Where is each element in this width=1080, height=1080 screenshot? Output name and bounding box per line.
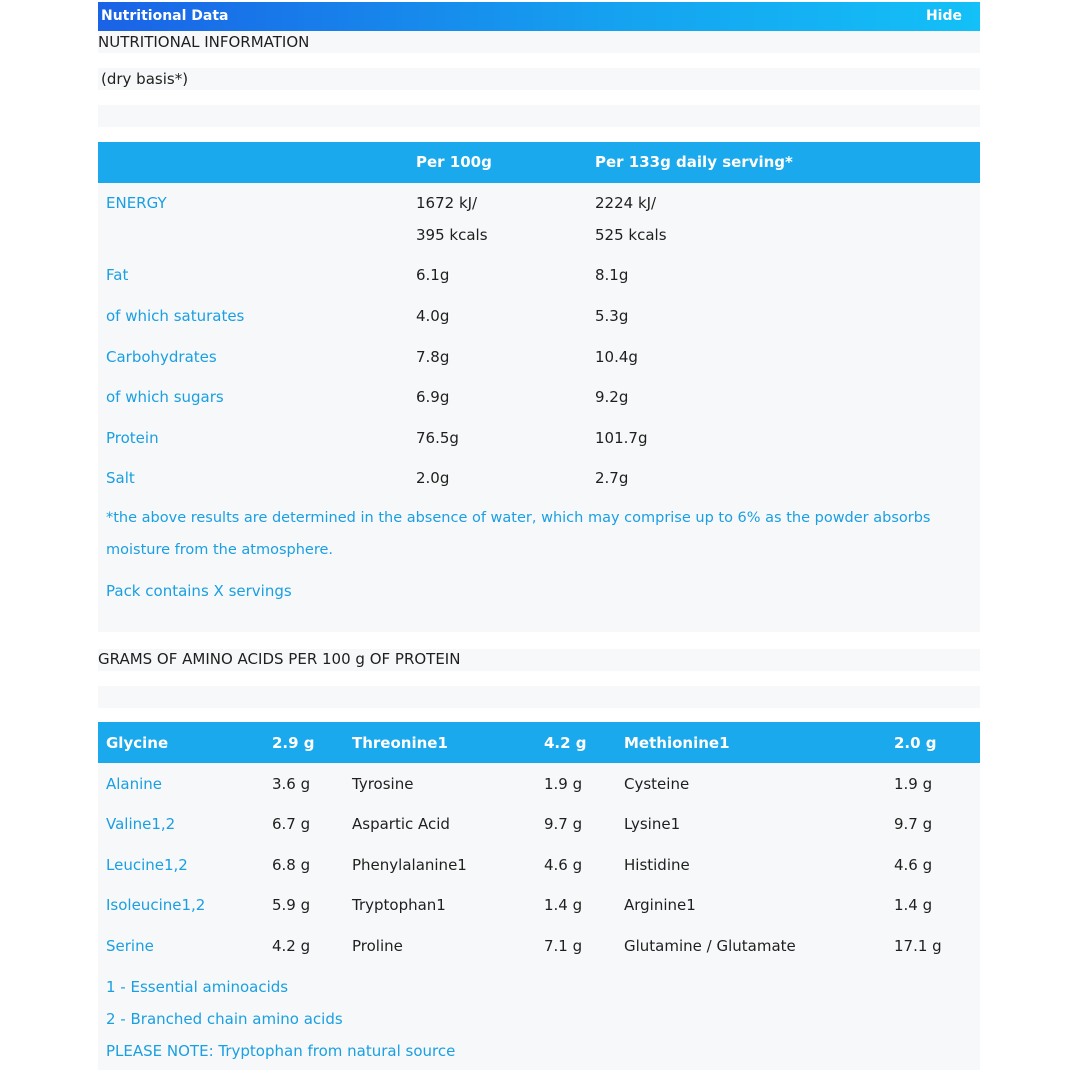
amino-value: 4.6 g xyxy=(894,856,933,874)
amino-name: Threonine1 xyxy=(352,734,448,752)
amino-name: Glutamine / Glutamate xyxy=(624,937,796,955)
nutrient-per100: 7.8g xyxy=(416,348,450,366)
energy-serving-kcal: 525 kcals xyxy=(595,226,667,244)
amino-name: Tryptophan1 xyxy=(352,896,446,914)
hide-toggle[interactable]: Hide xyxy=(925,8,962,24)
amino-name: Cysteine xyxy=(624,775,690,793)
nutrient-serving: 5.3g xyxy=(595,307,629,325)
spacer-row xyxy=(98,105,980,127)
amino-value: 5.9 g xyxy=(272,896,311,914)
basis-row xyxy=(98,68,980,90)
amino-value: 4.2 g xyxy=(544,734,587,752)
amino-value: 1.9 g xyxy=(894,775,933,793)
amino-name: Tyrosine xyxy=(352,775,414,793)
amino-value: 6.8 g xyxy=(272,856,311,874)
energy-per100-kcal: 395 kcals xyxy=(416,226,488,244)
nutrient-per100: 6.9g xyxy=(416,388,450,406)
column-header-serving: Per 133g daily serving* xyxy=(595,153,793,171)
column-header-per100: Per 100g xyxy=(416,153,492,171)
nutrient-label: Fat xyxy=(106,266,129,284)
amino-value: 3.6 g xyxy=(272,775,311,793)
amino-table-header xyxy=(98,722,980,763)
amino-value: 2.9 g xyxy=(272,734,315,752)
nutrient-label: of which sugars xyxy=(106,388,224,406)
amino-value: 4.6 g xyxy=(544,856,583,874)
amino-name: Phenylalanine1 xyxy=(352,856,467,874)
amino-value: 2.0 g xyxy=(894,734,937,752)
nutrient-label: Carbohydrates xyxy=(106,348,217,366)
amino-name: Alanine xyxy=(106,775,163,793)
amino-value: 9.7 g xyxy=(544,815,583,833)
amino-name: Methionine1 xyxy=(624,734,730,752)
nutrition-table-header xyxy=(98,142,980,183)
amino-value: 1.4 g xyxy=(894,896,933,914)
amino-name: Aspartic Acid xyxy=(352,815,450,833)
amino-note-essential: 1 - Essential aminoacids xyxy=(106,978,289,996)
nutrient-label: of which saturates xyxy=(106,307,245,325)
amino-spacer-row xyxy=(98,686,980,708)
amino-note-tryptophan: PLEASE NOTE: Tryptophan from natural source xyxy=(106,1042,456,1060)
amino-note-branched: 2 - Branched chain amino acids xyxy=(106,1010,343,1028)
amino-name: Serine xyxy=(106,937,154,955)
amino-name: Lysine1 xyxy=(624,815,681,833)
amino-value: 9.7 g xyxy=(894,815,933,833)
amino-name: Valine1,2 xyxy=(106,815,176,833)
amino-name: Histidine xyxy=(624,856,690,874)
amino-value: 7.1 g xyxy=(544,937,583,955)
amino-section-title: GRAMS OF AMINO ACIDS PER 100 g OF PROTEIN xyxy=(98,650,461,668)
nutrient-per100: 4.0g xyxy=(416,307,450,325)
nutrient-per100: 76.5g xyxy=(416,429,459,447)
nutrition-section-title: NUTRITIONAL INFORMATION xyxy=(98,33,310,51)
amino-value: 1.4 g xyxy=(544,896,583,914)
energy-per100-kj: 1672 kJ/ xyxy=(416,194,478,212)
dry-basis-label: (dry basis*) xyxy=(101,70,189,88)
amino-name: Glycine xyxy=(106,734,169,752)
amino-value: 6.7 g xyxy=(272,815,311,833)
nutrient-serving: 2.7g xyxy=(595,469,629,487)
amino-value: 1.9 g xyxy=(544,775,583,793)
pack-servings-note: Pack contains X servings xyxy=(106,582,292,600)
energy-serving-kj: 2224 kJ/ xyxy=(595,194,657,212)
nutrient-serving: 9.2g xyxy=(595,388,629,406)
nutrient-serving: 10.4g xyxy=(595,348,638,366)
amino-name: Leucine1,2 xyxy=(106,856,188,874)
amino-value: 17.1 g xyxy=(894,937,942,955)
footnote-line-2: moisture from the atmosphere. xyxy=(106,542,333,558)
nutrient-serving: 8.1g xyxy=(595,266,629,284)
energy-label: ENERGY xyxy=(106,194,167,212)
footnote-line-1: *the above results are determined in the absence of water, which may comprise up to 6% as the powder absorbs xyxy=(106,510,931,526)
amino-value: 4.2 g xyxy=(272,937,311,955)
amino-name: Proline xyxy=(352,937,403,955)
header-title: Nutritional Data xyxy=(101,8,229,24)
nutritional-data-header xyxy=(98,2,980,31)
amino-name: Arginine1 xyxy=(624,896,696,914)
nutrient-per100: 6.1g xyxy=(416,266,450,284)
nutrient-label: Salt xyxy=(106,469,135,487)
nutrient-label: Protein xyxy=(106,429,159,447)
nutrient-serving: 101.7g xyxy=(595,429,648,447)
nutrient-per100: 2.0g xyxy=(416,469,450,487)
amino-name: Isoleucine1,2 xyxy=(106,896,206,914)
